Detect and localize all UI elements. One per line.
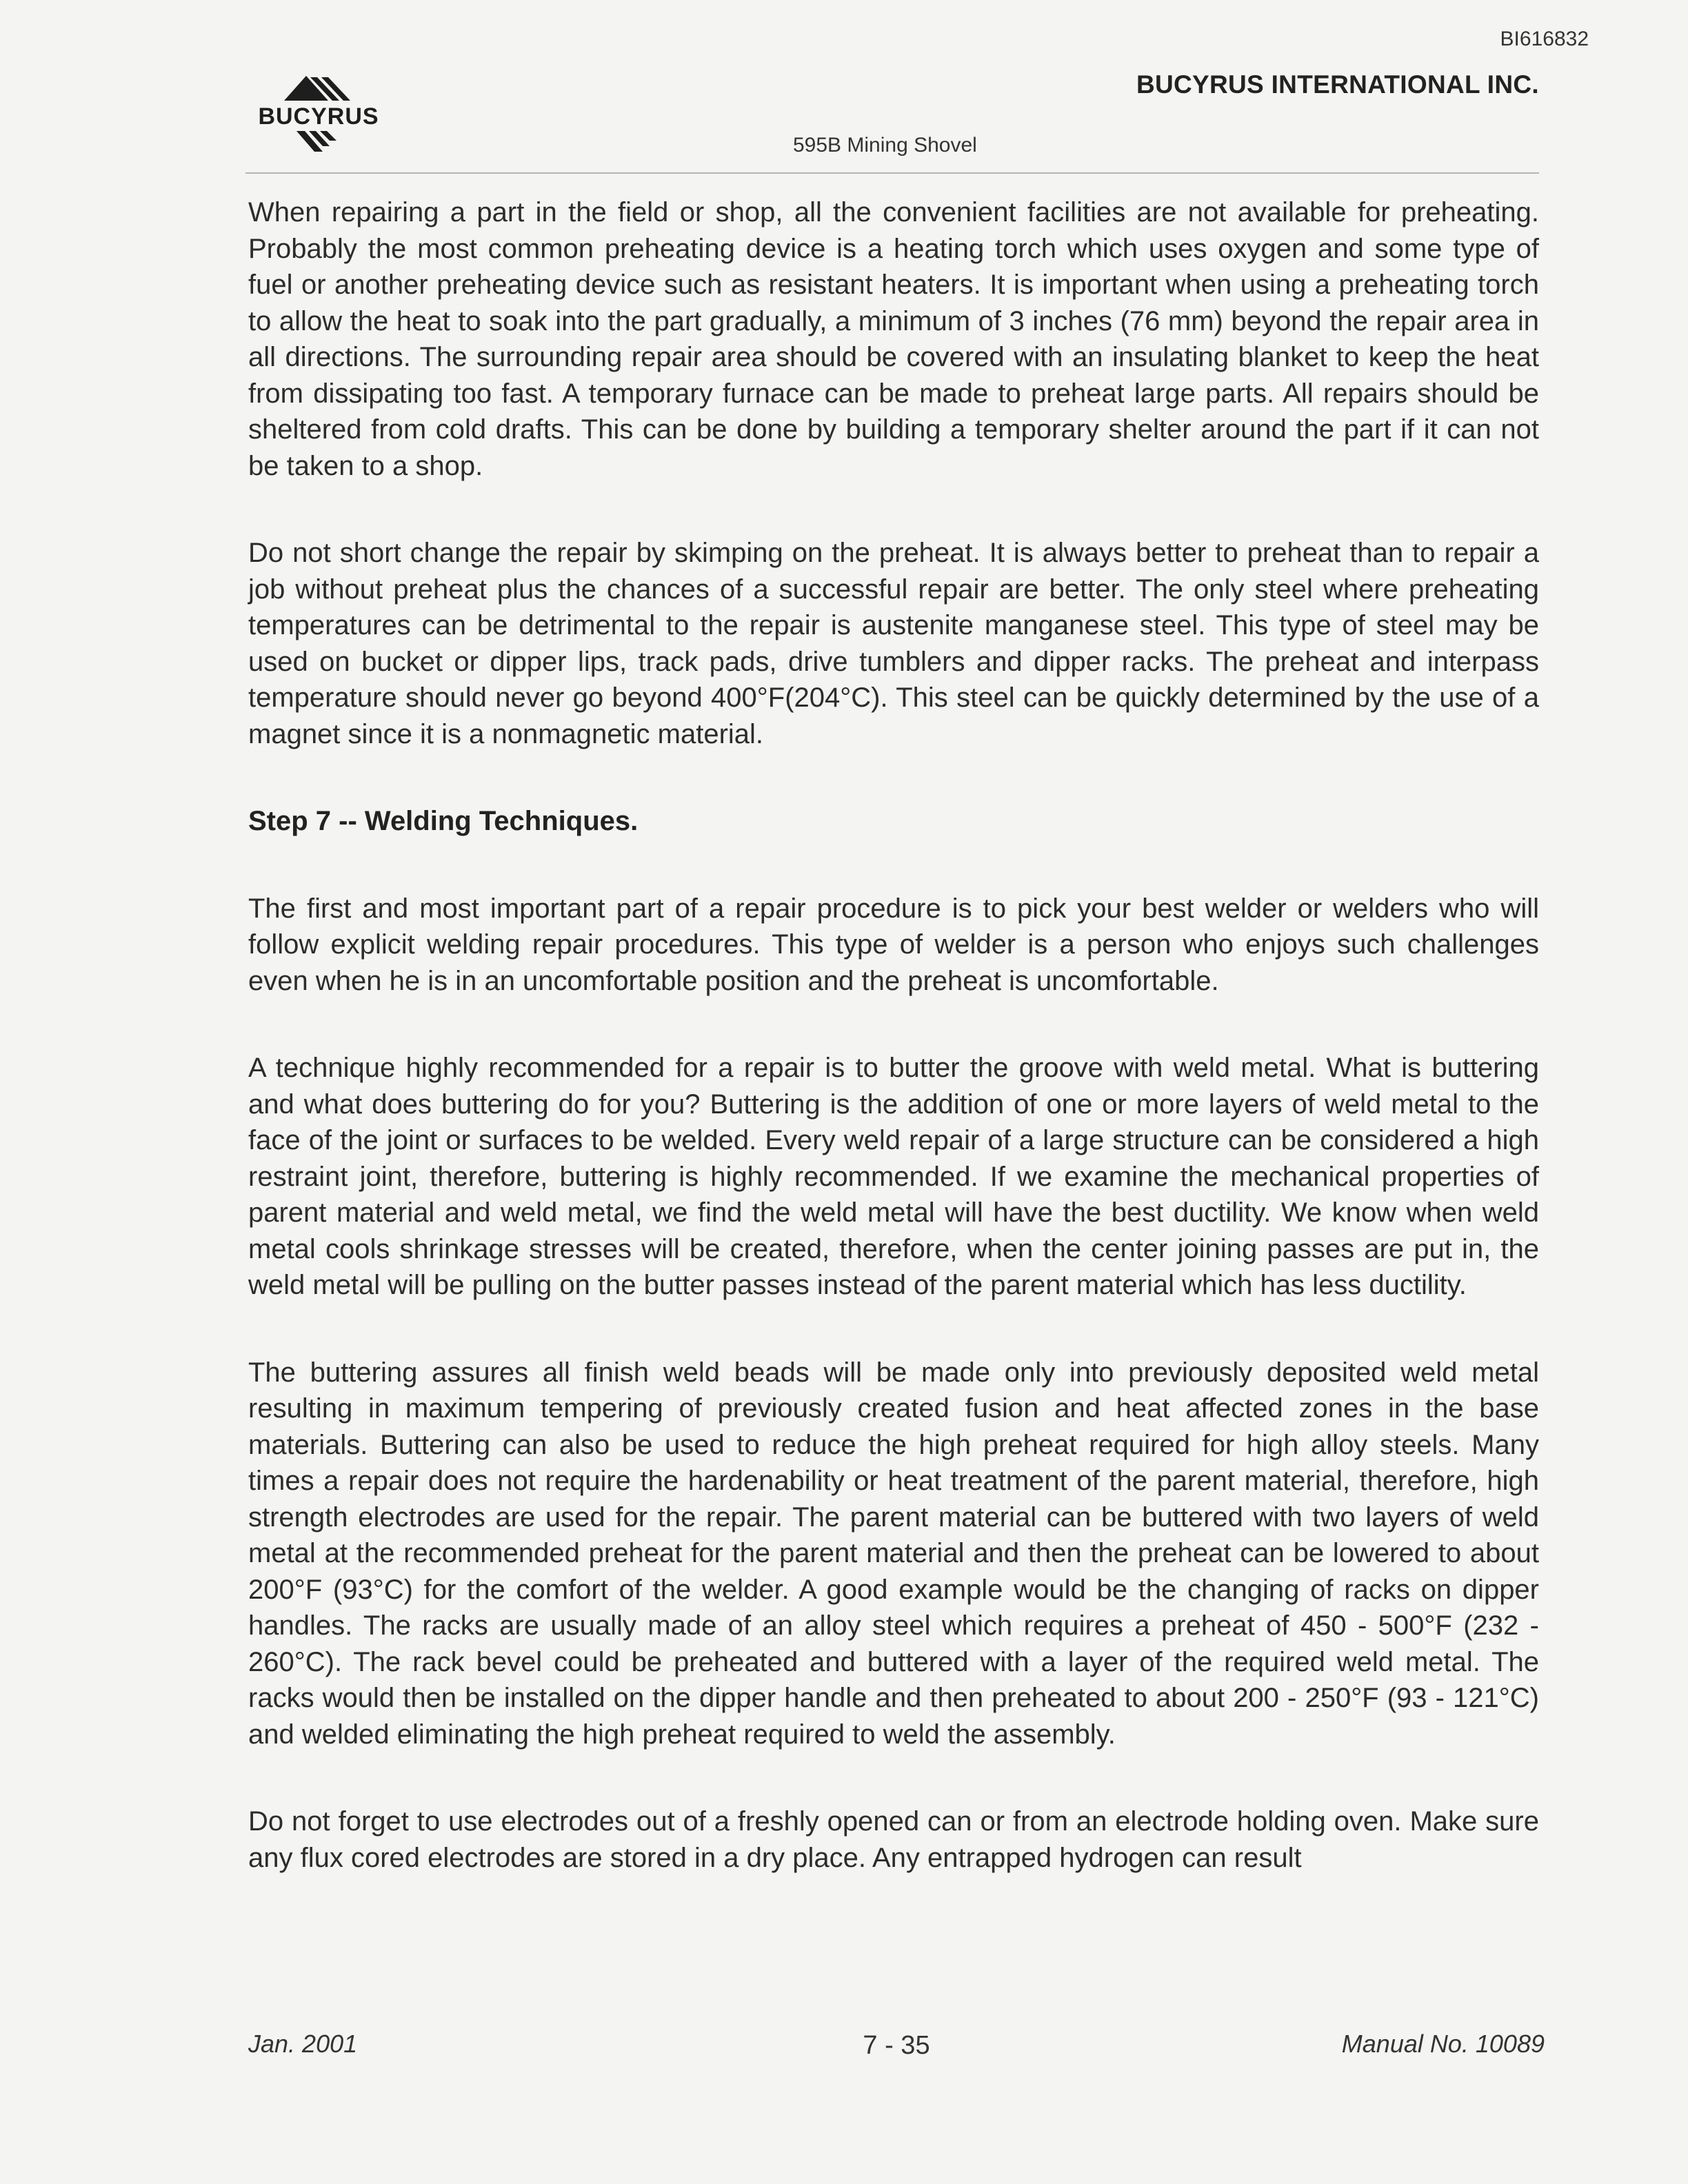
model-name: 595B Mining Shovel xyxy=(793,134,977,156)
page-number: 7 - 35 xyxy=(863,2031,930,2060)
manual-number: Manual No. 10089 xyxy=(1341,2030,1545,2058)
paragraph-buttering-benefits: The buttering assures all finish weld beads will be made only into previously deposited weld metal resulting in maximum tempering of previously created fusion and heat affected zones in the base materials. Buttering can also be used to reduce the high preheat required for high alloy steels. Many times a repair does not require the hardenability or heat treatment of the parent material, therefore, high strength electrodes are used for the repair. The parent material can be buttered with two layers of weld metal at the recommended preheat for the parent material and then the preheat can be lowered to about 200°F (93°C) for the comfort of the welder. A good example would be the changing of racks on dipper handles. The racks are usually made of an alloy steel which requires a preheat of 450 - 500°F (232 - 260°C). The rack bevel could be preheated and buttered with a layer of the required weld metal. The racks would then be installed on the dipper handle and then preheated to about 200 - 250°F (93 - 121°C) and welded eliminating the high preheat required to weld the assembly. xyxy=(248,1357,1539,1750)
paragraph-preheat-skimping: Do not short change the repair by skimping on the preheat. It is always better to preheat than to repair a job without preheat plus the chances of a successful repair are better. The only steel where preheating temperatures can be detrimental to the repair is austenite manganese steel. This type of steel may be used on bucket or dipper lips, track pads, drive tumblers and dipper racks. The preheat and interpass temperature should never go beyond 400°F(204°C). This steel can be quickly determined by the use of a magnet since it is a nonmagnetic material. xyxy=(248,538,1539,749)
bucyrus-logo xyxy=(243,69,394,159)
paragraph-preheat-field: When repairing a part in the field or shop, all the convenient facilities are not available for preheating. Probably the most common preheating device is a heating torch which uses oxygen and some type of fuel or another preheating device such as resistant heaters. It is important when using a preheating torch to allow the heat to soak into the part gradually, a minimum of 3 inches (76 mm) beyond the repair area in all directions. The surrounding repair area should be covered with an insulating blanket to keep the heat from dissipating too fast. A temporary furnace can be made to preheat large parts. All repairs should be sheltered from cold drafts. This can be done by building a temporary shelter around the part if it can not be taken to a shop. xyxy=(248,197,1539,481)
page-footer xyxy=(248,2030,1545,2064)
section-heading: Step 7 -- Welding Techniques. xyxy=(248,806,639,836)
page-body xyxy=(248,194,1539,1927)
header-divider xyxy=(245,172,1539,174)
logo-wordmark: BUCYRUS xyxy=(258,103,379,130)
paragraph-buttering-technique: A technique highly recommended for a repair is to butter the groove with weld metal. What is buttering and what does buttering do for you? Buttering is the addition of one or more layers of weld metal to the face of the joint or surfaces to be welded. Every weld repair of a large structure can be considered a high restraint joint, therefore, buttering is highly recommended. If we examine the mechanical properties of parent material and weld metal, we find the weld metal will have the best ductility. We know when weld metal cools shrinkage stresses will be created, therefore, when the center joining passes are put in, the weld metal will be pulling on the butter passes instead of the parent material which has less ductility. xyxy=(248,1053,1539,1300)
company-name: BUCYRUS INTERNATIONAL INC. xyxy=(1136,70,1539,99)
footer-date: Jan. 2001 xyxy=(248,2030,358,2058)
paragraph-best-welder: The first and most important part of a repair procedure is to pick your best welder or welders who will follow explicit welding repair procedures. This type of welder is a person who enjoys such challenges even when he is in an uncomfortable position and the preheat is uncomfortable. xyxy=(248,893,1539,996)
paragraph-electrodes: Do not forget to use electrodes out of a freshly opened can or from an electrode holding oven. Make sure any flux cored electrodes are stored in a dry place. Any entrapped hydrogen can result xyxy=(248,1806,1539,1873)
document-id: BI616832 xyxy=(1500,28,1589,50)
bucyrus-logo-icon xyxy=(243,69,394,159)
